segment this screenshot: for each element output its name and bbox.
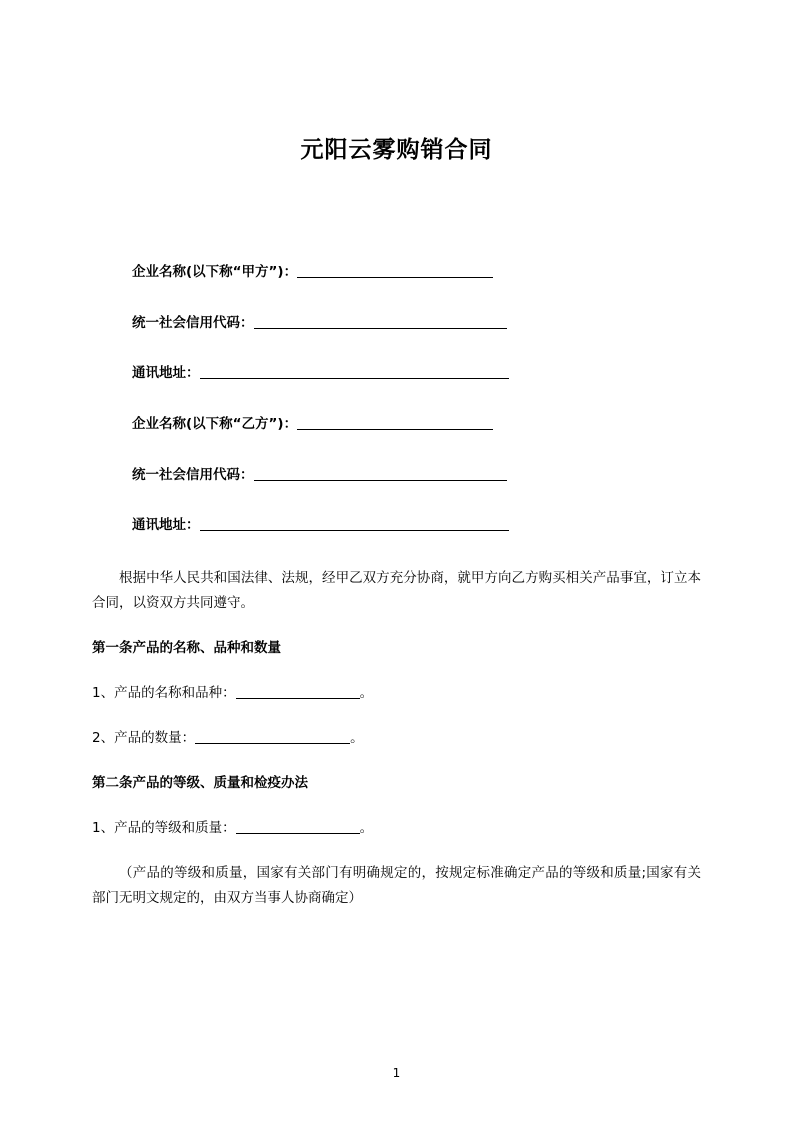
section-one-item-1-suffix: 。	[359, 684, 374, 701]
section-two	[92, 771, 701, 911]
field-label-address-a: 通讯地址：	[132, 365, 200, 382]
page-number: 1	[392, 1066, 401, 1080]
section-two-item-1	[92, 816, 701, 841]
field-input-address-a[interactable]	[200, 365, 509, 379]
section-one	[92, 636, 701, 751]
field-input-credit-code-b[interactable]	[254, 467, 507, 481]
section-one-item-2-input[interactable]	[195, 730, 350, 744]
field-row-credit-code-b	[92, 465, 701, 487]
field-input-address-b[interactable]	[200, 517, 509, 531]
section-one-heading: 第一条产品的名称、品种和数量	[92, 639, 281, 656]
field-input-company-a[interactable]	[297, 264, 493, 278]
section-two-note: （产品的等级和质量，国家有关部门有明确规定的，按规定标准确定产品的等级和质量;国家有关部门无明文规定的，由双方当事人协商确定）	[92, 864, 701, 906]
field-row-address-b	[92, 515, 701, 537]
section-two-item-1-input[interactable]	[236, 820, 360, 834]
section-one-item-1-input[interactable]	[236, 685, 360, 699]
section-one-item-2-label: 2、产品的数量：	[92, 729, 196, 746]
section-one-item-2-suffix: 。	[350, 729, 364, 746]
field-input-company-b[interactable]	[297, 416, 493, 430]
field-label-company-a: 企业名称(以下称“甲方”)：	[132, 264, 298, 281]
section-one-item-1-label: 1、产品的名称和品种：	[92, 684, 236, 701]
section-one-item-1	[92, 681, 701, 706]
preamble-paragraph: 根据中华人民共和国法律、法规，经甲乙双方充分协商，就甲方向乙方购买相关产品事宜，订立本合同，以资双方共同遵守。	[92, 569, 701, 611]
field-label-credit-code-a: 统一社会信用代码：	[132, 314, 254, 331]
field-row-company-a	[92, 262, 701, 284]
field-label-credit-code-b: 统一社会信用代码：	[132, 466, 254, 483]
page-title: 元阳云雾购销合同	[300, 137, 493, 163]
field-input-credit-code-a[interactable]	[254, 315, 507, 329]
section-two-item-1-label: 1、产品的等级和质量：	[92, 819, 236, 836]
section-one-item-2	[92, 726, 701, 751]
section-two-item-1-suffix: 。	[359, 819, 374, 836]
field-label-company-b: 企业名称(以下称“乙方”)：	[132, 415, 298, 432]
field-label-address-b: 通讯地址：	[132, 517, 200, 534]
field-row-credit-code-a	[92, 313, 701, 335]
party-info-block	[92, 262, 701, 537]
section-two-heading: 第二条产品的等级、质量和检疫办法	[92, 774, 308, 791]
field-row-address-a	[92, 363, 701, 385]
field-row-company-b	[92, 414, 701, 436]
